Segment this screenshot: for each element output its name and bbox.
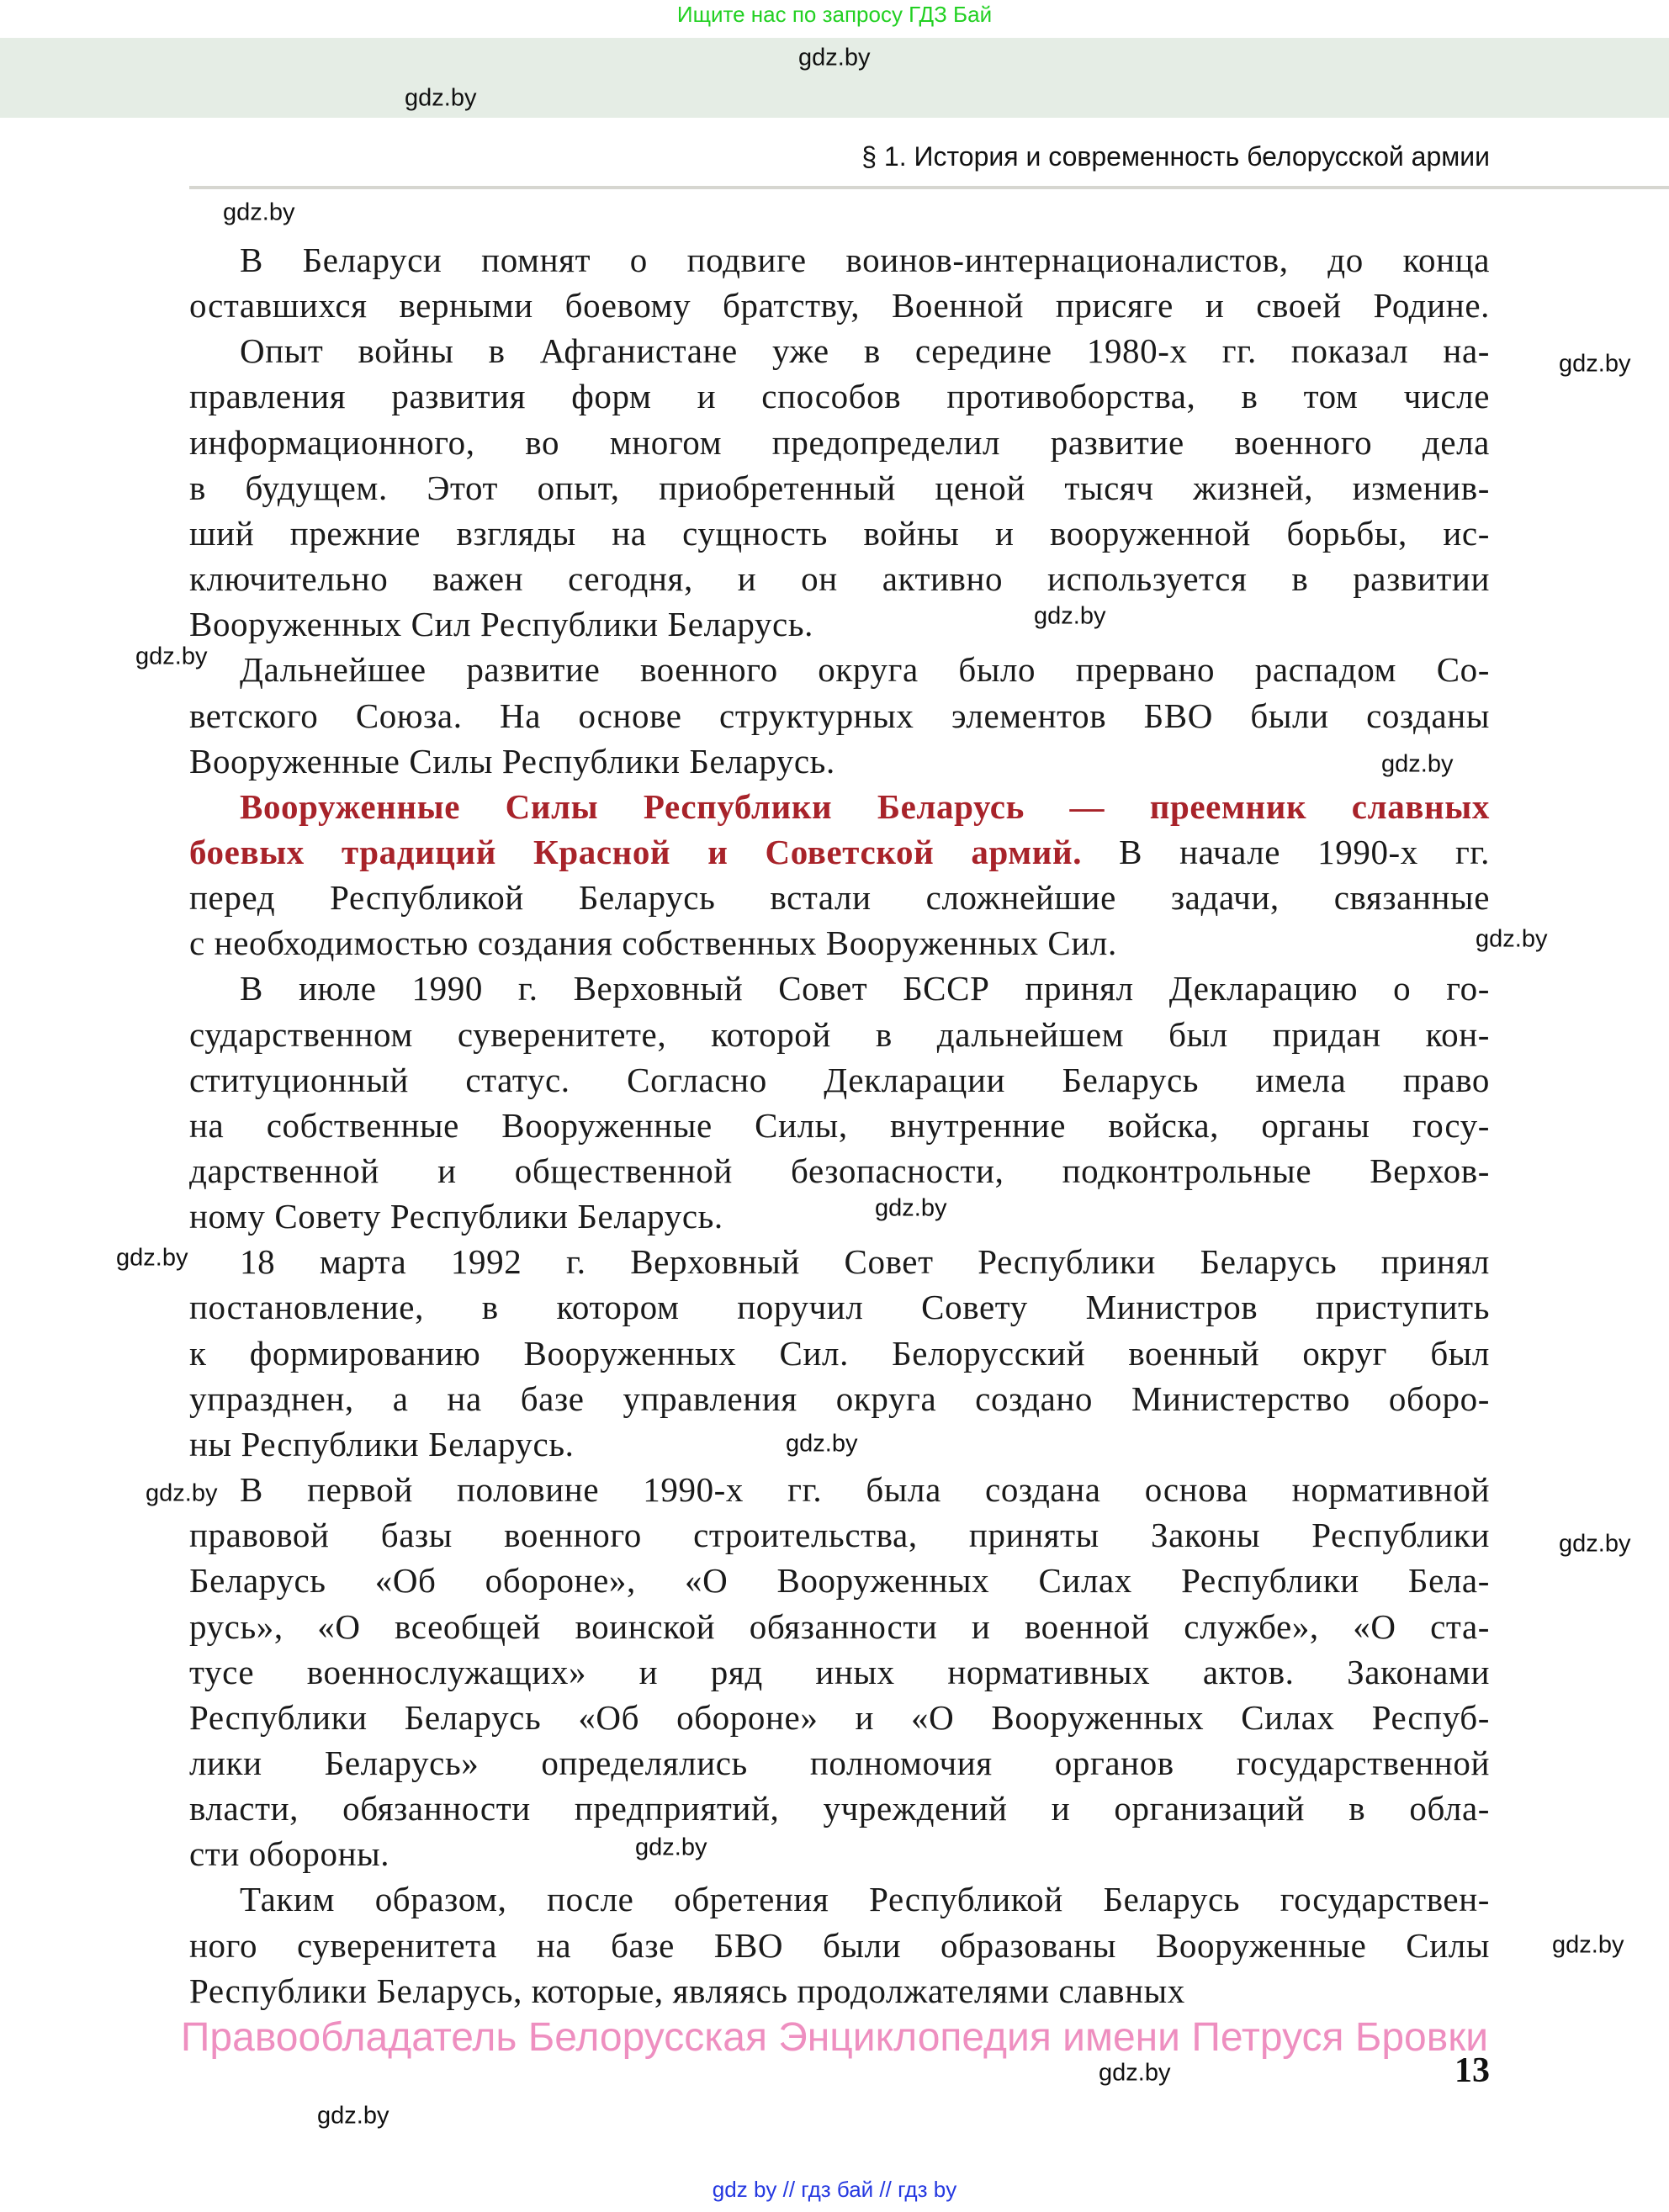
gdz-watermark: gdz.by xyxy=(135,643,208,670)
text-line: В июле 1990 г. Верховный Совет БССР принял Декларацию о го- xyxy=(240,969,1490,1008)
text-line: ший прежние взгляды на сущность войны и вооруженной борьбы, ис- xyxy=(189,513,1490,553)
text-line: Республики Беларусь, которые, являясь продолжателями славных xyxy=(189,1971,1185,2010)
text-line: ны Республики Беларусь. xyxy=(189,1424,575,1463)
emphasis-text: Вооруженные Силы Республики Беларусь — преемник славных xyxy=(240,786,1490,826)
gdz-watermark: gdz.by xyxy=(1559,350,1631,378)
text-line: сти обороны. xyxy=(189,1834,390,1874)
text-line: упразднен, а на базе управления округа создано Министерство оборо- xyxy=(189,1379,1490,1418)
text-line: ного суверенитета на базе БВО были образованы Вооруженные Силы xyxy=(189,1925,1490,1965)
text-line: власти, обязанности предприятий, учреждений и организаций в обла- xyxy=(189,1789,1490,1828)
text-line: ключительно важен сегодня, и он активно используется в развитии xyxy=(189,559,1490,599)
text-line: лики Беларусь» определялись полномочия органов государственной xyxy=(189,1743,1490,1782)
text-line: перед Республикой Беларусь встали сложнейшие задачи, связанные xyxy=(189,878,1490,918)
text-line: в будущем. Этот опыт, приобретенный ценой тысяч жизней, изменив- xyxy=(189,468,1490,507)
text-line: правления развития форм и способов противоборства, в том числе xyxy=(189,377,1490,416)
text-line: В Беларуси помнят о подвиге воинов-интернационалистов, до конца xyxy=(240,241,1490,279)
text-line: Таким образом, после обретения Республикой Беларусь государствен- xyxy=(240,1880,1490,1919)
text-line: 18 марта 1992 г. Верховный Совет Республики Беларусь принял xyxy=(240,1242,1490,1282)
text-line xyxy=(240,786,1490,832)
text-line: правовой базы военного строительства, приняты Законы Республики xyxy=(189,1516,1490,1555)
text-line: Вооруженных Сил Республики Беларусь. xyxy=(189,605,813,644)
gdz-watermark: gdz.by xyxy=(405,84,477,112)
text-line: оставшихся верными боевому братству, Военной присяге и своей Родине. xyxy=(189,286,1490,325)
copyright-notice: Правообладатель Белорусская Энциклопедия имени Петруся Бровки xyxy=(180,2015,1489,2060)
gdz-watermark: gdz.by xyxy=(1476,925,1548,953)
gdz-watermark: gdz.by xyxy=(223,198,295,226)
text-line: дарственной и общественной безопасности, подконтрольные Верхов- xyxy=(189,1151,1490,1190)
text-line: на собственные Вооруженные Силы, внутренние войска, органы госу- xyxy=(189,1105,1490,1145)
text-line: постановление, в котором поручил Совету Министров приступить xyxy=(189,1288,1490,1327)
text-line: с необходимостью создания собственных Вооруженных Сил. xyxy=(189,923,1117,963)
gdz-watermark: gdz.by xyxy=(116,1244,188,1272)
gdz-watermark: gdz.by xyxy=(1099,2059,1171,2087)
text-line: Беларусь «Об обороне», «О Вооруженных Силах Республики Бела- xyxy=(189,1561,1490,1601)
gdz-watermark: gdz.by xyxy=(1381,750,1454,778)
text-line: Республики Беларусь «Об обороне» и «О Вооруженных Силах Респуб- xyxy=(189,1697,1490,1737)
emphasis-text: боевых традиций Красной и Советской армий. xyxy=(189,832,1083,871)
text-line: к формированию Вооруженных Сил. Белорусский военный округ был xyxy=(189,1333,1490,1373)
gdz-watermark: gdz.by xyxy=(1034,602,1106,630)
gdz-watermark: gdz.by xyxy=(1552,1931,1624,1959)
gdz-watermark: gdz.by xyxy=(875,1194,947,1222)
text-line: русь», «О всеобщей воинской обязанности и военной службе», «О ста- xyxy=(189,1606,1490,1646)
text-line: Опыт войны в Афганистане уже в середине 1980-х гг. показал на- xyxy=(240,331,1490,371)
search-hint: Ищите нас по запросу ГДЗ Бай xyxy=(676,2,993,27)
gdz-watermark: gdz.by xyxy=(317,2102,389,2130)
gdz-watermark: gdz.by xyxy=(146,1479,218,1507)
gdz-watermark: gdz.by xyxy=(1559,1530,1631,1558)
gdz-watermark: gdz.by xyxy=(635,1834,707,1861)
text-line: Дальнейшее развитие военного округа было прервано распадом Со- xyxy=(240,650,1490,690)
header-rule xyxy=(189,186,1669,189)
gdz-watermark: gdz.by xyxy=(798,44,871,71)
text-line: ституционный статус. Согласно Декларации Беларусь имела право xyxy=(189,1060,1490,1099)
footer-links[interactable]: gdz by // гдз бай // гдз by xyxy=(712,2177,957,2202)
text-line xyxy=(189,832,1490,877)
text-line: Вооруженные Силы Республики Беларусь. xyxy=(189,741,835,781)
text-line: сударственном суверенитете, которой в дальнейшем был придан кон- xyxy=(189,1014,1490,1054)
page-number: 13 xyxy=(1454,2051,1490,2090)
running-header: § 1. История и современность белорусской армии xyxy=(861,141,1490,172)
gdz-watermark: gdz.by xyxy=(786,1430,858,1458)
text-line: информационного, во многом предопределил развитие военного дела xyxy=(189,422,1490,462)
text-line: В первой половине 1990-х гг. была создана основа нормативной xyxy=(240,1470,1490,1510)
text-segment: В начале 1990-х гг. xyxy=(1082,832,1490,871)
text-line: тусе военнослужащих» и ряд иных нормативных актов. Законами xyxy=(189,1652,1490,1691)
text-line: ветского Союза. На основе структурных элементов БВО были созданы xyxy=(189,696,1490,735)
text-line: ному Совету Республики Беларусь. xyxy=(189,1197,723,1236)
